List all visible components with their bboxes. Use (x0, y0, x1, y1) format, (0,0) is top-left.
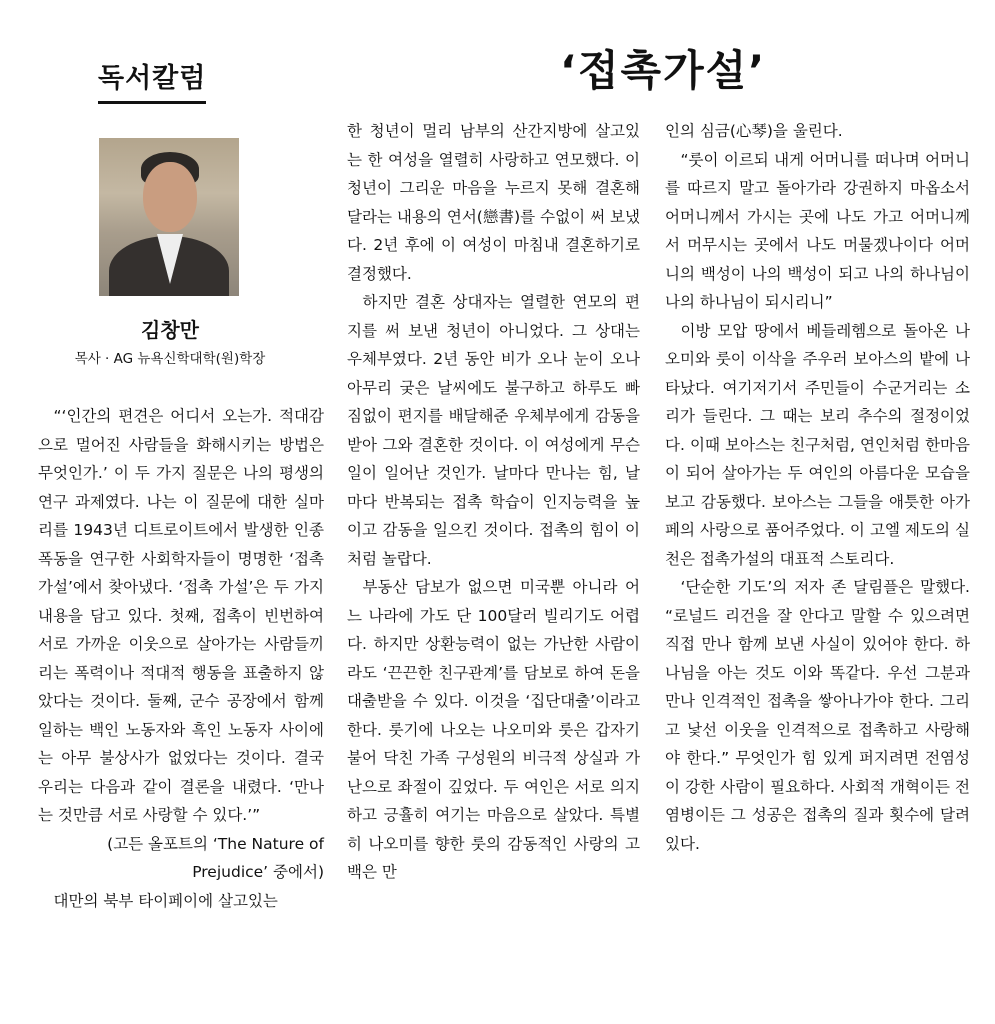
citation: (고든 올포트의 ‘The Nature of Prejudice’ 중에서) (107, 834, 324, 881)
headline: ‘접촉가설’ (560, 46, 767, 95)
paragraph: 인의 심금(心琴)을 울린다. (665, 122, 843, 140)
author-photo (99, 138, 239, 296)
paragraph: 한 청년이 멀리 남부의 산간지방에 살고있는 한 여성을 열렬히 사랑하고 연모했다. 이 청년이 그리운 마음을 누르지 못해 결혼해달라는 내용의 연서(戀書)를 수없이 써 보냈다. 2년 후에 이 여성이 마침내 결혼하기로 결정했다. (347, 122, 640, 283)
paragraph: ‘단순한 기도’의 저자 존 달림플은 말했다. “로널드 리건을 잘 안다고 말할 수 있으려면 직접 만나 함께 보낸 사실이 있어야 한다. 하나님을 아는 것도 이와 똑같다. 우선 그분과 만나 인격적인 접촉을 쌓아나가야 한다. 그리고 낯선 이웃을 인격적으로 접촉하고 사랑해야 한다.” 무엇인가 힘 있게 퍼지려면 전염성이 강한 사람이 필요하다. 사회적 개혁이든 전염병이든 그 성공은 접촉의 질과 횟수에 달려있다. (665, 578, 970, 853)
paragraph: 부동산 담보가 없으면 미국뿐 아니라 어느 나라에 가도 단 100달러 빌리기도 어렵다. 하지만 상환능력이 없는 가난한 사람이라도 ‘끈끈한 친구관계’를 담보로 하여 돈을 대출받을 수 있다. 이것을 ‘집단대출’이라고 한다. 룻기에 나오는 나오미와 룻은 갑자기 불어 닥친 가족 구성원의 비극적 상실과 가난으로 좌절이 깊었다. 두 여인은 서로 의지하고 긍휼히 여기는 마음으로 살았다. 특별히 나오미를 향한 룻의 감동적인 사랑의 고백은 만 (347, 578, 640, 881)
column-1 (38, 402, 324, 915)
author-title: 목사 · AG 뉴욕신학대학(원)학장 (74, 351, 266, 367)
column-2 (347, 117, 640, 887)
paragraph: “‘인간의 편견은 어디서 오는가. 적대감으로 멀어진 사람들을 화해시키는 방법은 무엇인가.’ 이 두 가지 질문은 나의 평생의 연구 과제였다. 나는 이 질문에 대한 실마리를 1943년 디트로이트에서 발생한 인종 폭동을 연구한 사회학자들이 명명한 ‘접촉가설’에서 찾아냈다. ‘접촉 가설’은 두 가지 내용을 담고 있다. 첫째, 접촉이 빈번하여 서로 가까운 이웃으로 살아가는 사람들끼리는 폭력이나 적대적 행동을 표출하지 않았다는 것이다. 둘째, 군수 공장에서 함께 일하는 백인 노동자와 흑인 노동자 사이에는 아무 불상사가 없었다는 것이다. 결국 우리는 다음과 같이 결론을 내렸다. ‘만나는 것만큼 서로 사랑할 수 있다.’” (38, 407, 324, 824)
paragraph: 대만의 북부 타이페이에 살고있는 (53, 891, 278, 910)
section-label: 독서칼럼 (98, 56, 206, 104)
column-3 (665, 117, 970, 858)
quote: “룻이 이르되 내게 어머니를 떠나며 어머니를 따르지 말고 돌아가라 강권하지 마옵소서 어머니께서 가시는 곳에 나도 가고 어머니께서 머무시는 곳에서 나도 머물겠나이다 어머니의 백성이 나의 백성이 되고 나의 하나님이 나의 하나님이 되시리니” (665, 150, 970, 311)
paragraph: 이방 모압 땅에서 베들레헴으로 돌아온 나오미와 룻이 이삭을 주우러 보아스의 밭에 나타났다. 여기저기서 주민들이 수군거리는 소리가 들린다. 그 때는 보리 추수의 절정이었다. 이때 보아스는 친구처럼, 연인처럼 한마음이 되어 살아가는 두 여인의 아름다운 모습을 보고 감동했다. 보아스는 그들을 애틋한 아가페의 사랑으로 품어주었다. 이 고엘 제도의 실천은 접촉가설의 대표적 스토리다. (665, 321, 970, 568)
author-name: 김창만 (141, 318, 199, 342)
paragraph: 하지만 결혼 상대자는 열렬한 연모의 편지를 써 보낸 청년이 아니었다. 그 상대는 우체부였다. 2년 동안 비가 오나 눈이 오나 아무리 궂은 날씨에도 불구하고 하루도 빠짐없이 편지를 배달해준 우체부에게 감동을 받아 그와 결혼한 것이다. 이 여성에게 무슨 일이 일어난 것인가. 날마다 만나는 힘, 날마다 반복되는 접촉 학습이 인지능력을 높이고 감동을 일으킨 것이다. 접촉의 힘이 이처럼 놀랍다. (347, 293, 640, 568)
